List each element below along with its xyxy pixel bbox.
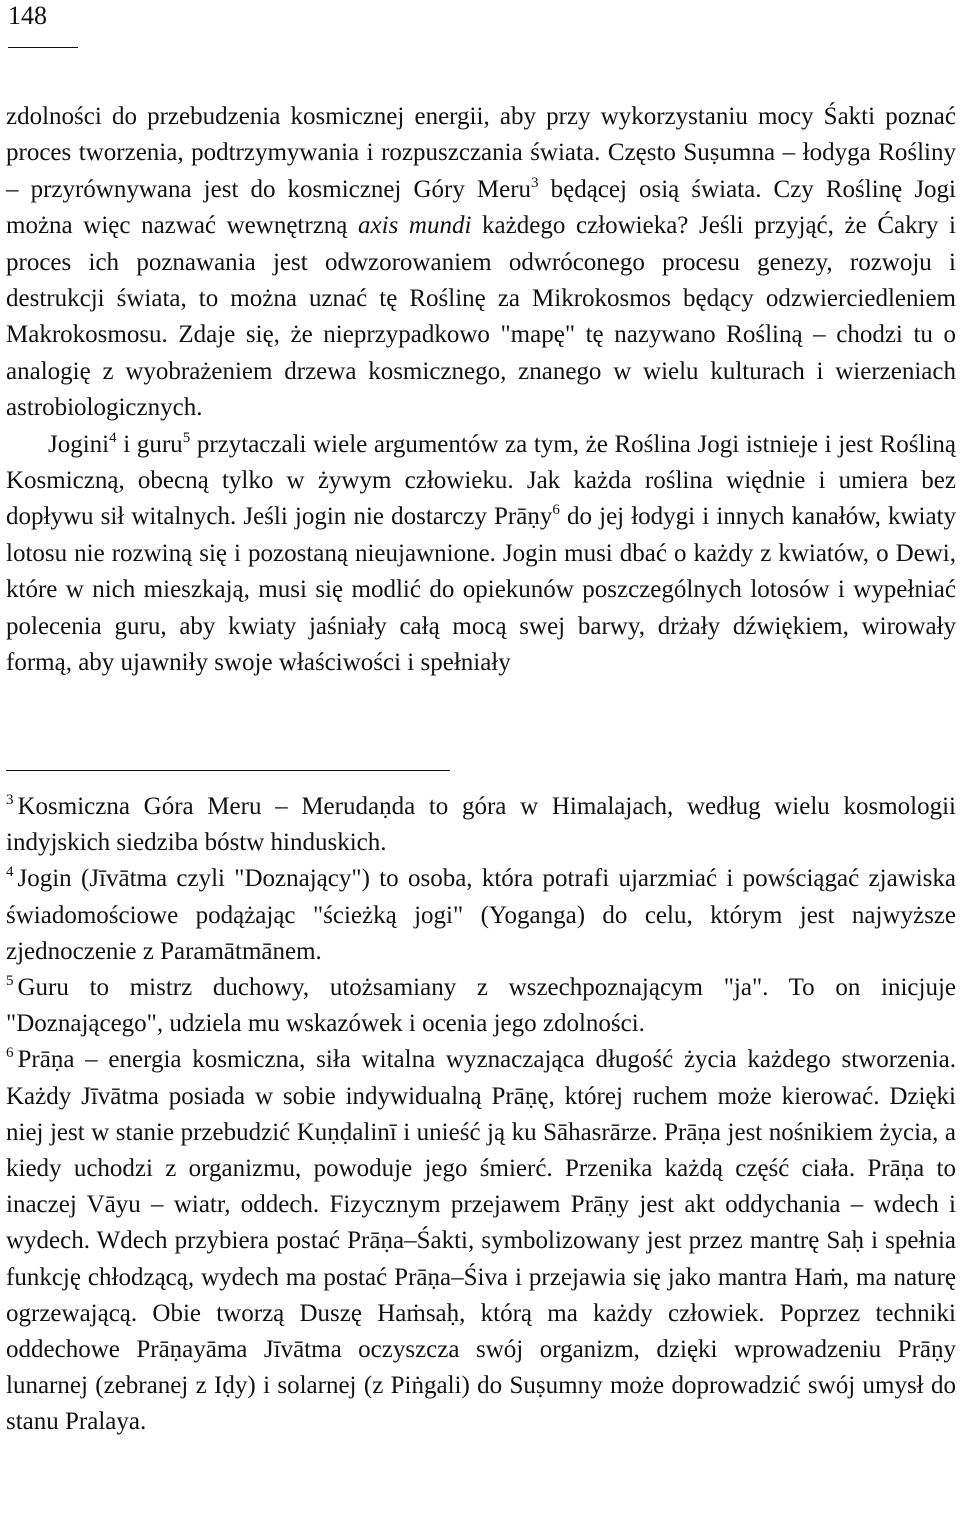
page-number: 148 xyxy=(8,1,47,30)
footnote-ref-5[interactable]: 5 xyxy=(182,429,191,446)
footnote-number: 4 xyxy=(6,864,14,881)
footnote-text: Jogin (Jīvātma czyli "Doznający") to osoba, która potrafi ujarzmiać i powściągać zjawiska świadomościowe podążając "ścieżką jogi" (Yoganga) do celu, którym jest najwyższe zjednoczenie z Paramātmānem. xyxy=(6,865,956,965)
footnote-6 xyxy=(6,1042,956,1440)
paragraph-2 xyxy=(6,427,956,682)
paragraph-1 xyxy=(6,99,956,427)
footnote-ref-3[interactable]: 3 xyxy=(531,174,539,191)
paragraph-1-text-b: będącej osią świata. Czy Roślinę Jogi można więc nazwać wewnętrzną xyxy=(6,175,956,240)
paragraph-2-text-c: przytaczali wiele argumentów za tym, że Roślina Jogi istnieje i jest Rośliną Kosmiczną, obecną tylko w żywym człowieku. Jak każda roślina więdnie i umiera bez dopływu sił witalnych. Jeśli jogin nie dostarczy Prāṇy xyxy=(6,430,956,531)
footnote-number: 3 xyxy=(6,792,14,808)
main-text xyxy=(6,99,956,682)
footnote-number: 6 xyxy=(6,1045,14,1062)
footnote-text: Guru to mistrz duchowy, utożsamiany z wszechpoznającym "ja". To on inicjuje "Doznającego", udziela mu wskazówek i ocenia jego zdolności. xyxy=(6,974,956,1038)
footnote-5 xyxy=(6,970,956,1042)
footnote-text: Kosmiczna Góra Meru – Merudaṇda to góra w Himalajach, według wielu kosmologii indyjskich siedziba bóstw hinduskich. xyxy=(6,793,956,857)
paragraph-2-text-b: i guru xyxy=(116,430,183,458)
footnote-ref-4[interactable]: 4 xyxy=(109,429,117,446)
footnote-ref-6[interactable]: 6 xyxy=(552,502,560,519)
footnote-number: 5 xyxy=(6,973,14,990)
paragraph-1-text-c: każdego człowieka? Jeśli przyjąć, że Ćakry i proces ich poznawania jest odwzorowaniem odwróconego procesu genezy, rozwoju i destrukcji świata, to można uznać tę Roślinę za Mikrokosmos będący odzwierciedleniem Makrokosmosu. Zdaje się, że nieprzypadkowo "mapę" tę nazywano Rośliną – chodzi tu o analogię z wyobrażeniem drzewa kosmicznego, znanego w wielu kulturach i wierzeniach astrobiologicznych. xyxy=(6,212,956,422)
paragraph-2-text-d: do jej łodygi i innych kanałów, kwiaty lotosu nie rozwiną się i pozostaną nieujawnione. Jogin musi dbać o każdy z kwiatów, o Dewi, które w nich mieszkają, musi się modlić do opiekunów poszczególnych lotosów i wypełniać polecenia guru, aby kwiaty jaśniały całą mocą swej barwy, drżały dźwiękiem, wirowały formą, aby ujawniły swoje właściwości i spełniały xyxy=(6,503,956,677)
italic-term: axis mundi xyxy=(358,212,472,240)
footnote-3 xyxy=(6,789,956,861)
footnotes xyxy=(6,789,956,1441)
paragraph-2-text-a: Jogini xyxy=(48,430,110,458)
footnote-separator xyxy=(6,770,450,771)
header-rule xyxy=(8,47,78,48)
paragraph-1-text-a: zdolności do przebudzenia kosmicznej energii, aby przy wykorzystaniu mocy Śakti poznać proces tworzenia, podtrzymywania i rozpuszczania świata. Często Suṣumna – łodyga Rośliny – przyrównywana jest do kosmicznej Góry Meru xyxy=(6,103,956,203)
footnote-4 xyxy=(6,861,956,970)
footnote-text: Prāṇa – energia kosmiczna, siła witalna wyznaczająca długość życia każdego stworzenia. Każdy Jīvātma posiada w sobie indywidualną Prāṇę, której ruchem może kierować. Dzięki niej jest w stanie przebudzić Kuṇḍalinī i unieść ją ku Sāhasrārze. Prāṇa jest nośnikiem życia, a kiedy uchodzi z organizmu, powoduje jego śmierć. Przenika każdą część ciała. Prāṇa to inaczej Vāyu – wiatr, oddech. Fizycznym przejawem Prāṇy jest akt oddychania – wdech i wydech. Wdech przybiera postać Prāṇa–Śakti, symbolizowany jest przez mantrę Saḥ i spełnia funkcję chłodzącą, wydech ma postać Prāṇa–Śiva i przejawia się jako mantra Haṁ, ma naturę ogrzewającą. Obie tworzą Duszę Haṁsaḥ, którą ma każdy człowiek. Poprzez techniki oddechowe Prāṇayāma Jīvātma oczyszcza swój organizm, dzięki wprowadzeniu Prāṇy lunarnej (zebranej z Iḍy) i solarnej (z Piṅgali) do Suṣumny może doprowadzić swój umysł do stanu Pralaya. xyxy=(6,1046,956,1436)
